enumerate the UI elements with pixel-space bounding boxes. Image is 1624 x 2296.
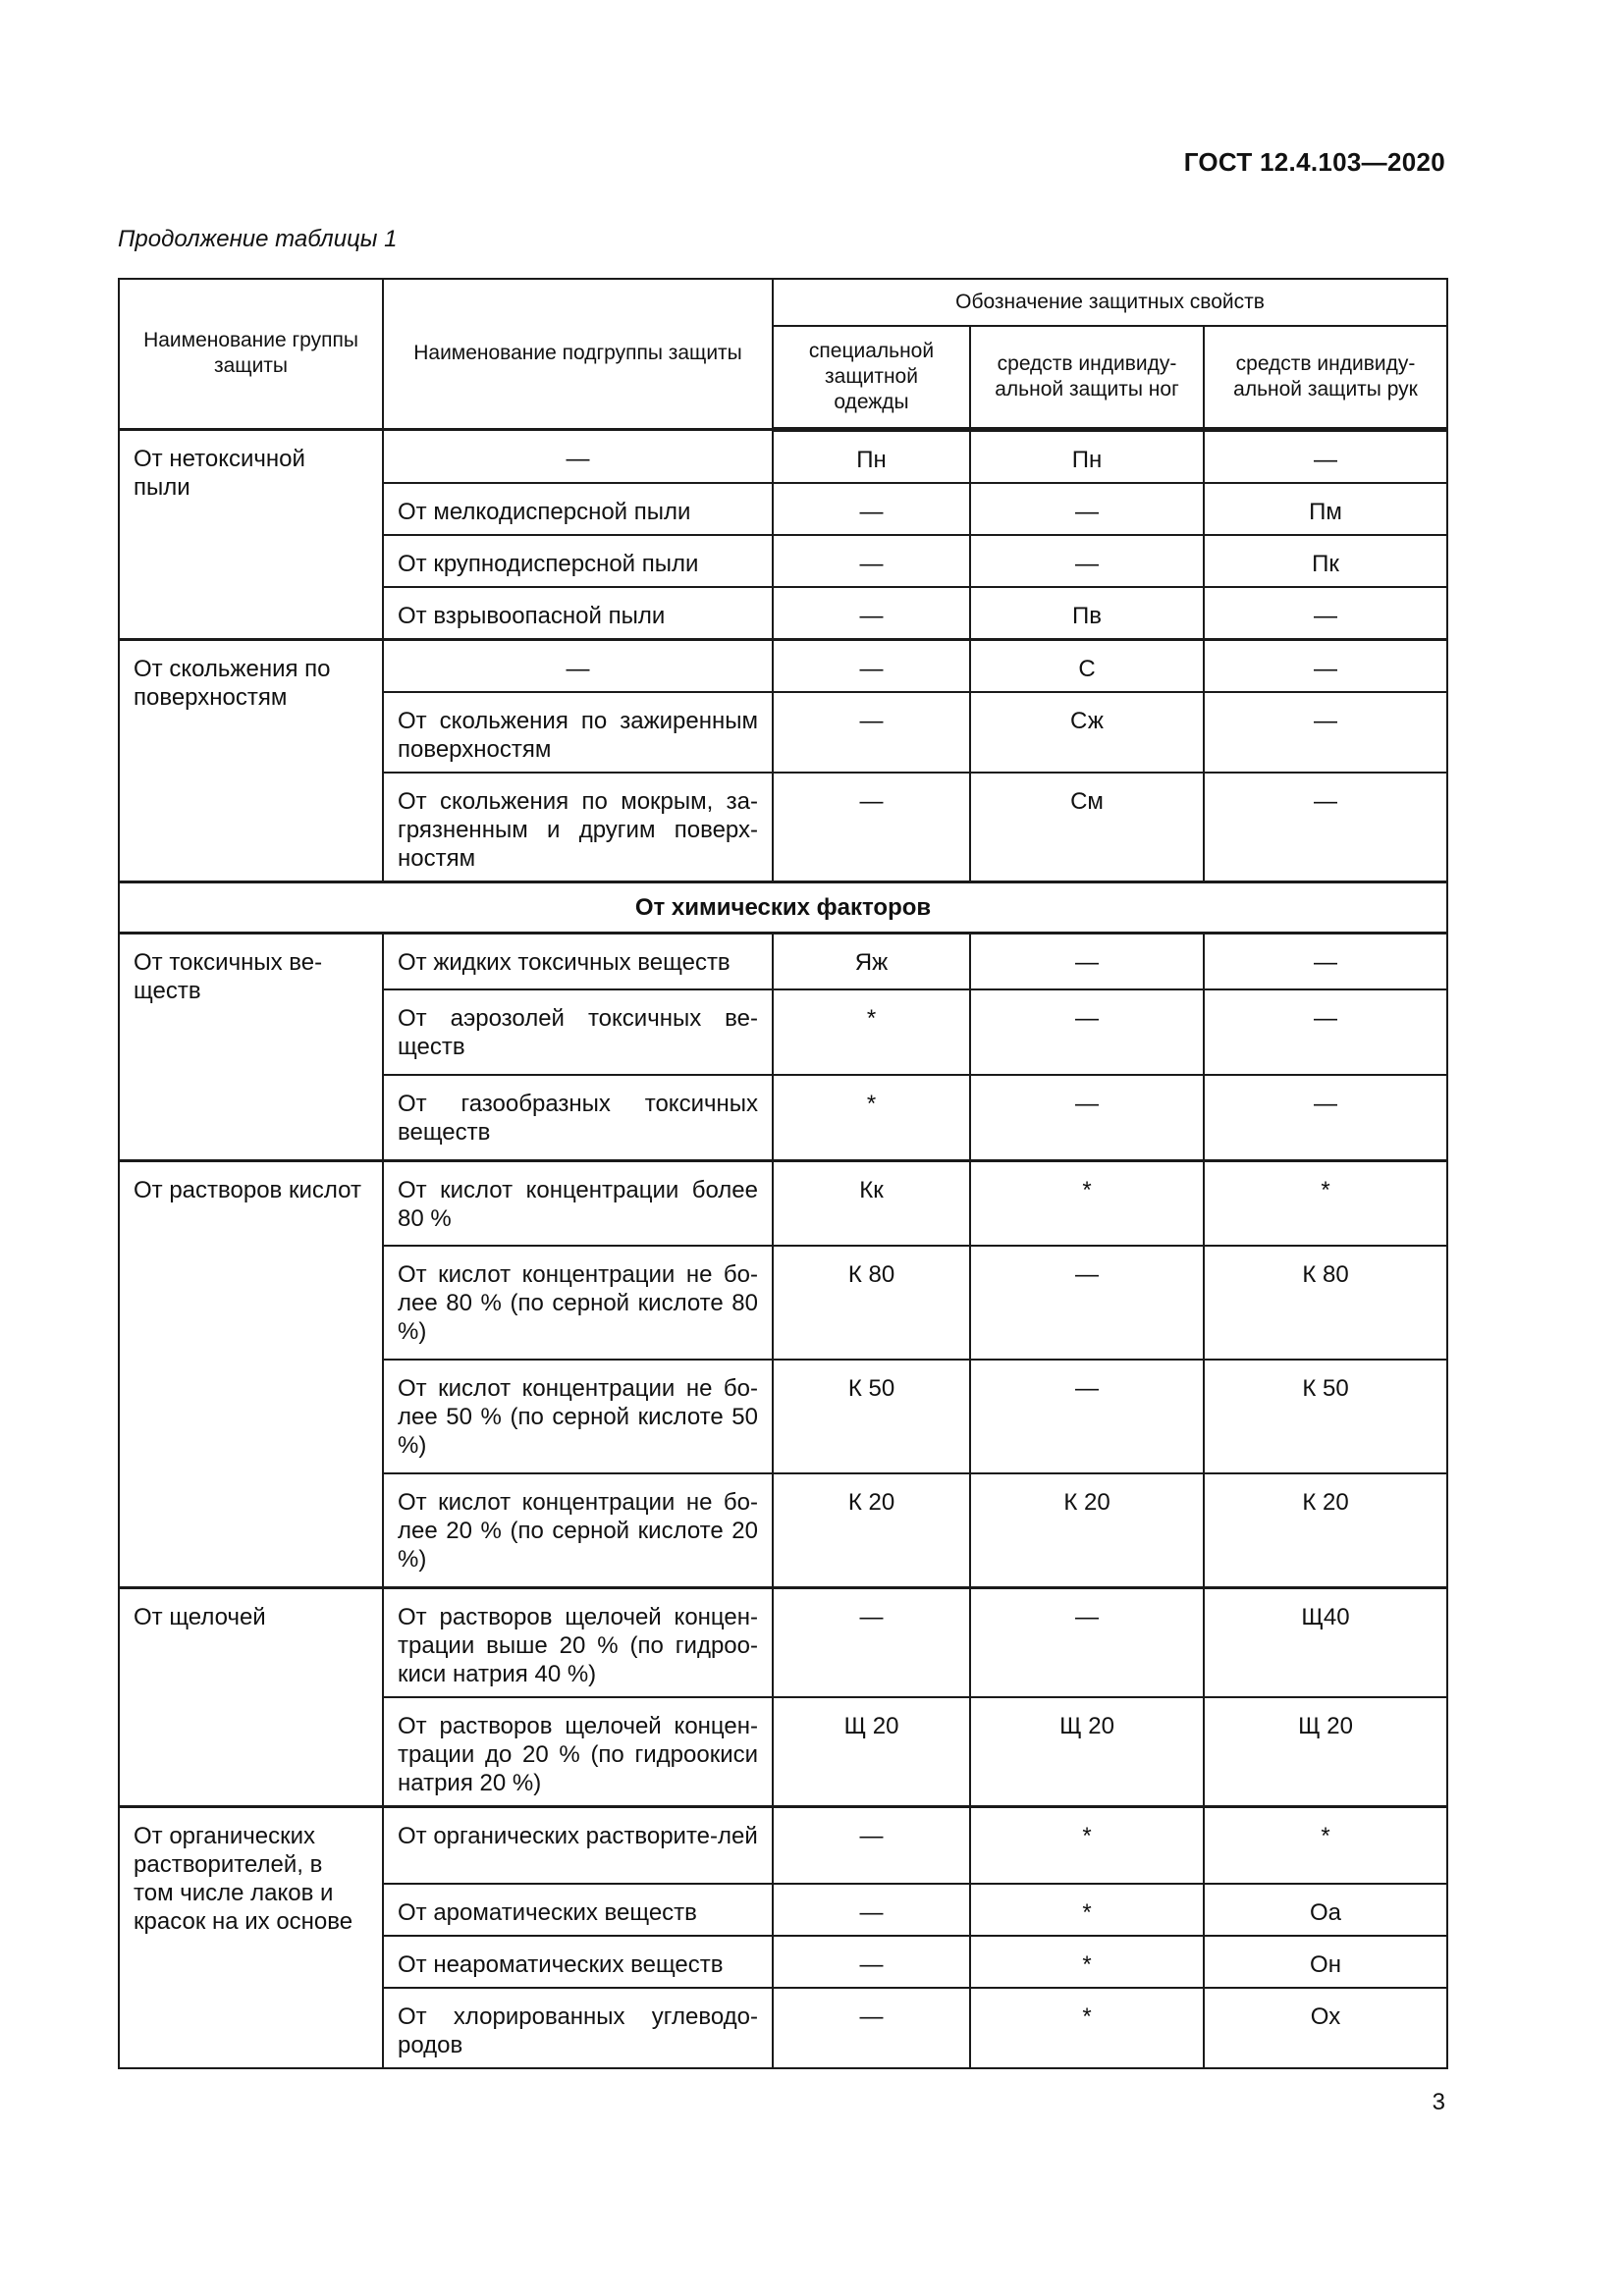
table-row bbox=[119, 1806, 1447, 1884]
header-clothing: специальной защитной одежды bbox=[773, 326, 970, 429]
designation-feet: — bbox=[970, 989, 1204, 1075]
table-row bbox=[119, 429, 1447, 483]
designation-clothing: — bbox=[773, 1806, 970, 1884]
designation-feet: * bbox=[970, 1884, 1204, 1936]
designation-hands: — bbox=[1204, 989, 1447, 1075]
designation-hands: Оа bbox=[1204, 1884, 1447, 1936]
header-feet: средств индивиду-альной защиты ног bbox=[970, 326, 1204, 429]
header-hands: средств индивиду-альной защиты рук bbox=[1204, 326, 1447, 429]
designation-hands: Щ40 bbox=[1204, 1587, 1447, 1697]
header-group: Наименование группы защиты bbox=[119, 279, 383, 429]
designation-feet: — bbox=[970, 933, 1204, 989]
subgroup-name: От кислот концентрации более 80 % bbox=[383, 1160, 773, 1246]
table-row bbox=[119, 1587, 1447, 1697]
designation-clothing: — bbox=[773, 639, 970, 692]
designation-hands: Он bbox=[1204, 1936, 1447, 1988]
subgroup-name: От кислот концентрации не бо-лее 50 % (по серной кислоте 50 %) bbox=[383, 1360, 773, 1473]
subgroup-name: От растворов щелочей концен-трации до 20 % (по гидроокиси натрия 20 %) bbox=[383, 1697, 773, 1807]
designation-hands: Пк bbox=[1204, 535, 1447, 587]
subgroup-name: От кислот концентрации не бо-лее 20 % (по серной кислоте 20 %) bbox=[383, 1473, 773, 1587]
designation-feet: Пн bbox=[970, 429, 1204, 483]
designation-hands: — bbox=[1204, 773, 1447, 882]
subgroup-name: От скольжения по мокрым, за-грязненным и другим поверх-ностям bbox=[383, 773, 773, 882]
designation-hands: К 50 bbox=[1204, 1360, 1447, 1473]
designation-hands: К 20 bbox=[1204, 1473, 1447, 1587]
table-caption: Продолжение таблицы 1 bbox=[118, 226, 398, 252]
document-number: ГОСТ 12.4.103—2020 bbox=[1183, 147, 1445, 177]
subgroup-name: От растворов щелочей концен-трации выше 20 % (по гидроо-киси натрия 40 %) bbox=[383, 1587, 773, 1697]
designation-hands: Пм bbox=[1204, 483, 1447, 535]
designation-hands: — bbox=[1204, 587, 1447, 640]
designation-hands: — bbox=[1204, 429, 1447, 483]
designation-feet: — bbox=[970, 1075, 1204, 1160]
protection-properties-table bbox=[118, 278, 1448, 2069]
subgroup-name: От органических растворите-лей bbox=[383, 1806, 773, 1884]
designation-hands: Ох bbox=[1204, 1988, 1447, 2068]
designation-clothing: — bbox=[773, 1884, 970, 1936]
designation-feet: См bbox=[970, 773, 1204, 882]
designation-feet: — bbox=[970, 1246, 1204, 1360]
designation-feet: — bbox=[970, 535, 1204, 587]
designation-hands: Щ 20 bbox=[1204, 1697, 1447, 1807]
subgroup-name: От взрывоопасной пыли bbox=[383, 587, 773, 640]
designation-clothing: — bbox=[773, 1988, 970, 2068]
designation-clothing: — bbox=[773, 535, 970, 587]
designation-feet: Щ 20 bbox=[970, 1697, 1204, 1807]
group-name: От нетоксичной пыли bbox=[119, 429, 383, 639]
header-subgroup: Наименование подгруппы защиты bbox=[383, 279, 773, 429]
designation-hands: — bbox=[1204, 1075, 1447, 1160]
designation-clothing: — bbox=[773, 1587, 970, 1697]
designation-hands: — bbox=[1204, 639, 1447, 692]
table-row bbox=[119, 1160, 1447, 1246]
designation-clothing: К 20 bbox=[773, 1473, 970, 1587]
designation-clothing: Яж bbox=[773, 933, 970, 989]
subgroup-name: От жидких токсичных веществ bbox=[383, 933, 773, 989]
designation-clothing: Пн bbox=[773, 429, 970, 483]
designation-feet: К 20 bbox=[970, 1473, 1204, 1587]
designation-hands: * bbox=[1204, 1160, 1447, 1246]
subgroup-name: От кислот концентрации не бо-лее 80 % (по серной кислоте 80 %) bbox=[383, 1246, 773, 1360]
designation-feet: * bbox=[970, 1936, 1204, 1988]
subgroup-name: От неароматических веществ bbox=[383, 1936, 773, 1988]
designation-feet: Пв bbox=[970, 587, 1204, 640]
designation-hands: — bbox=[1204, 933, 1447, 989]
group-name: От органических растворителей, в том числе лаков и красок на их основе bbox=[119, 1806, 383, 2068]
designation-feet: — bbox=[970, 1360, 1204, 1473]
subgroup-name: От ароматических веществ bbox=[383, 1884, 773, 1936]
designation-clothing: К 80 bbox=[773, 1246, 970, 1360]
designation-hands: * bbox=[1204, 1806, 1447, 1884]
subgroup-name: От мелкодисперсной пыли bbox=[383, 483, 773, 535]
designation-feet: * bbox=[970, 1988, 1204, 2068]
subgroup-name: От крупнодисперсной пыли bbox=[383, 535, 773, 587]
group-name: От скольжения по поверхностям bbox=[119, 639, 383, 881]
subgroup-name: — bbox=[383, 429, 773, 483]
header-designation: Обозначение защитных свойств bbox=[773, 279, 1447, 326]
designation-hands: — bbox=[1204, 692, 1447, 773]
designation-feet: — bbox=[970, 483, 1204, 535]
designation-clothing: — bbox=[773, 773, 970, 882]
group-name: От растворов кислот bbox=[119, 1160, 383, 1587]
designation-feet: * bbox=[970, 1160, 1204, 1246]
page-number: 3 bbox=[1432, 2089, 1445, 2115]
designation-feet: * bbox=[970, 1806, 1204, 1884]
subgroup-name: От аэрозолей токсичных ве-ществ bbox=[383, 989, 773, 1075]
subgroup-name: От газообразных токсичных веществ bbox=[383, 1075, 773, 1160]
subgroup-name: — bbox=[383, 639, 773, 692]
section-heading: От химических факторов bbox=[119, 881, 1447, 933]
designation-clothing: — bbox=[773, 587, 970, 640]
group-name: От щелочей bbox=[119, 1587, 383, 1806]
designation-feet: — bbox=[970, 1587, 1204, 1697]
designation-feet: С bbox=[970, 639, 1204, 692]
subgroup-name: От хлорированных углеводо-родов bbox=[383, 1988, 773, 2068]
table-row bbox=[119, 933, 1447, 989]
table-row bbox=[119, 639, 1447, 692]
designation-hands: К 80 bbox=[1204, 1246, 1447, 1360]
subgroup-name: От скольжения по зажиренным поверхностям bbox=[383, 692, 773, 773]
designation-clothing: — bbox=[773, 1936, 970, 1988]
designation-clothing: * bbox=[773, 989, 970, 1075]
group-name: От токсичных ве-ществ bbox=[119, 933, 383, 1160]
designation-clothing: — bbox=[773, 692, 970, 773]
designation-clothing: — bbox=[773, 483, 970, 535]
designation-clothing: * bbox=[773, 1075, 970, 1160]
designation-clothing: К 50 bbox=[773, 1360, 970, 1473]
designation-feet: Сж bbox=[970, 692, 1204, 773]
designation-clothing: Щ 20 bbox=[773, 1697, 970, 1807]
designation-clothing: Кк bbox=[773, 1160, 970, 1246]
